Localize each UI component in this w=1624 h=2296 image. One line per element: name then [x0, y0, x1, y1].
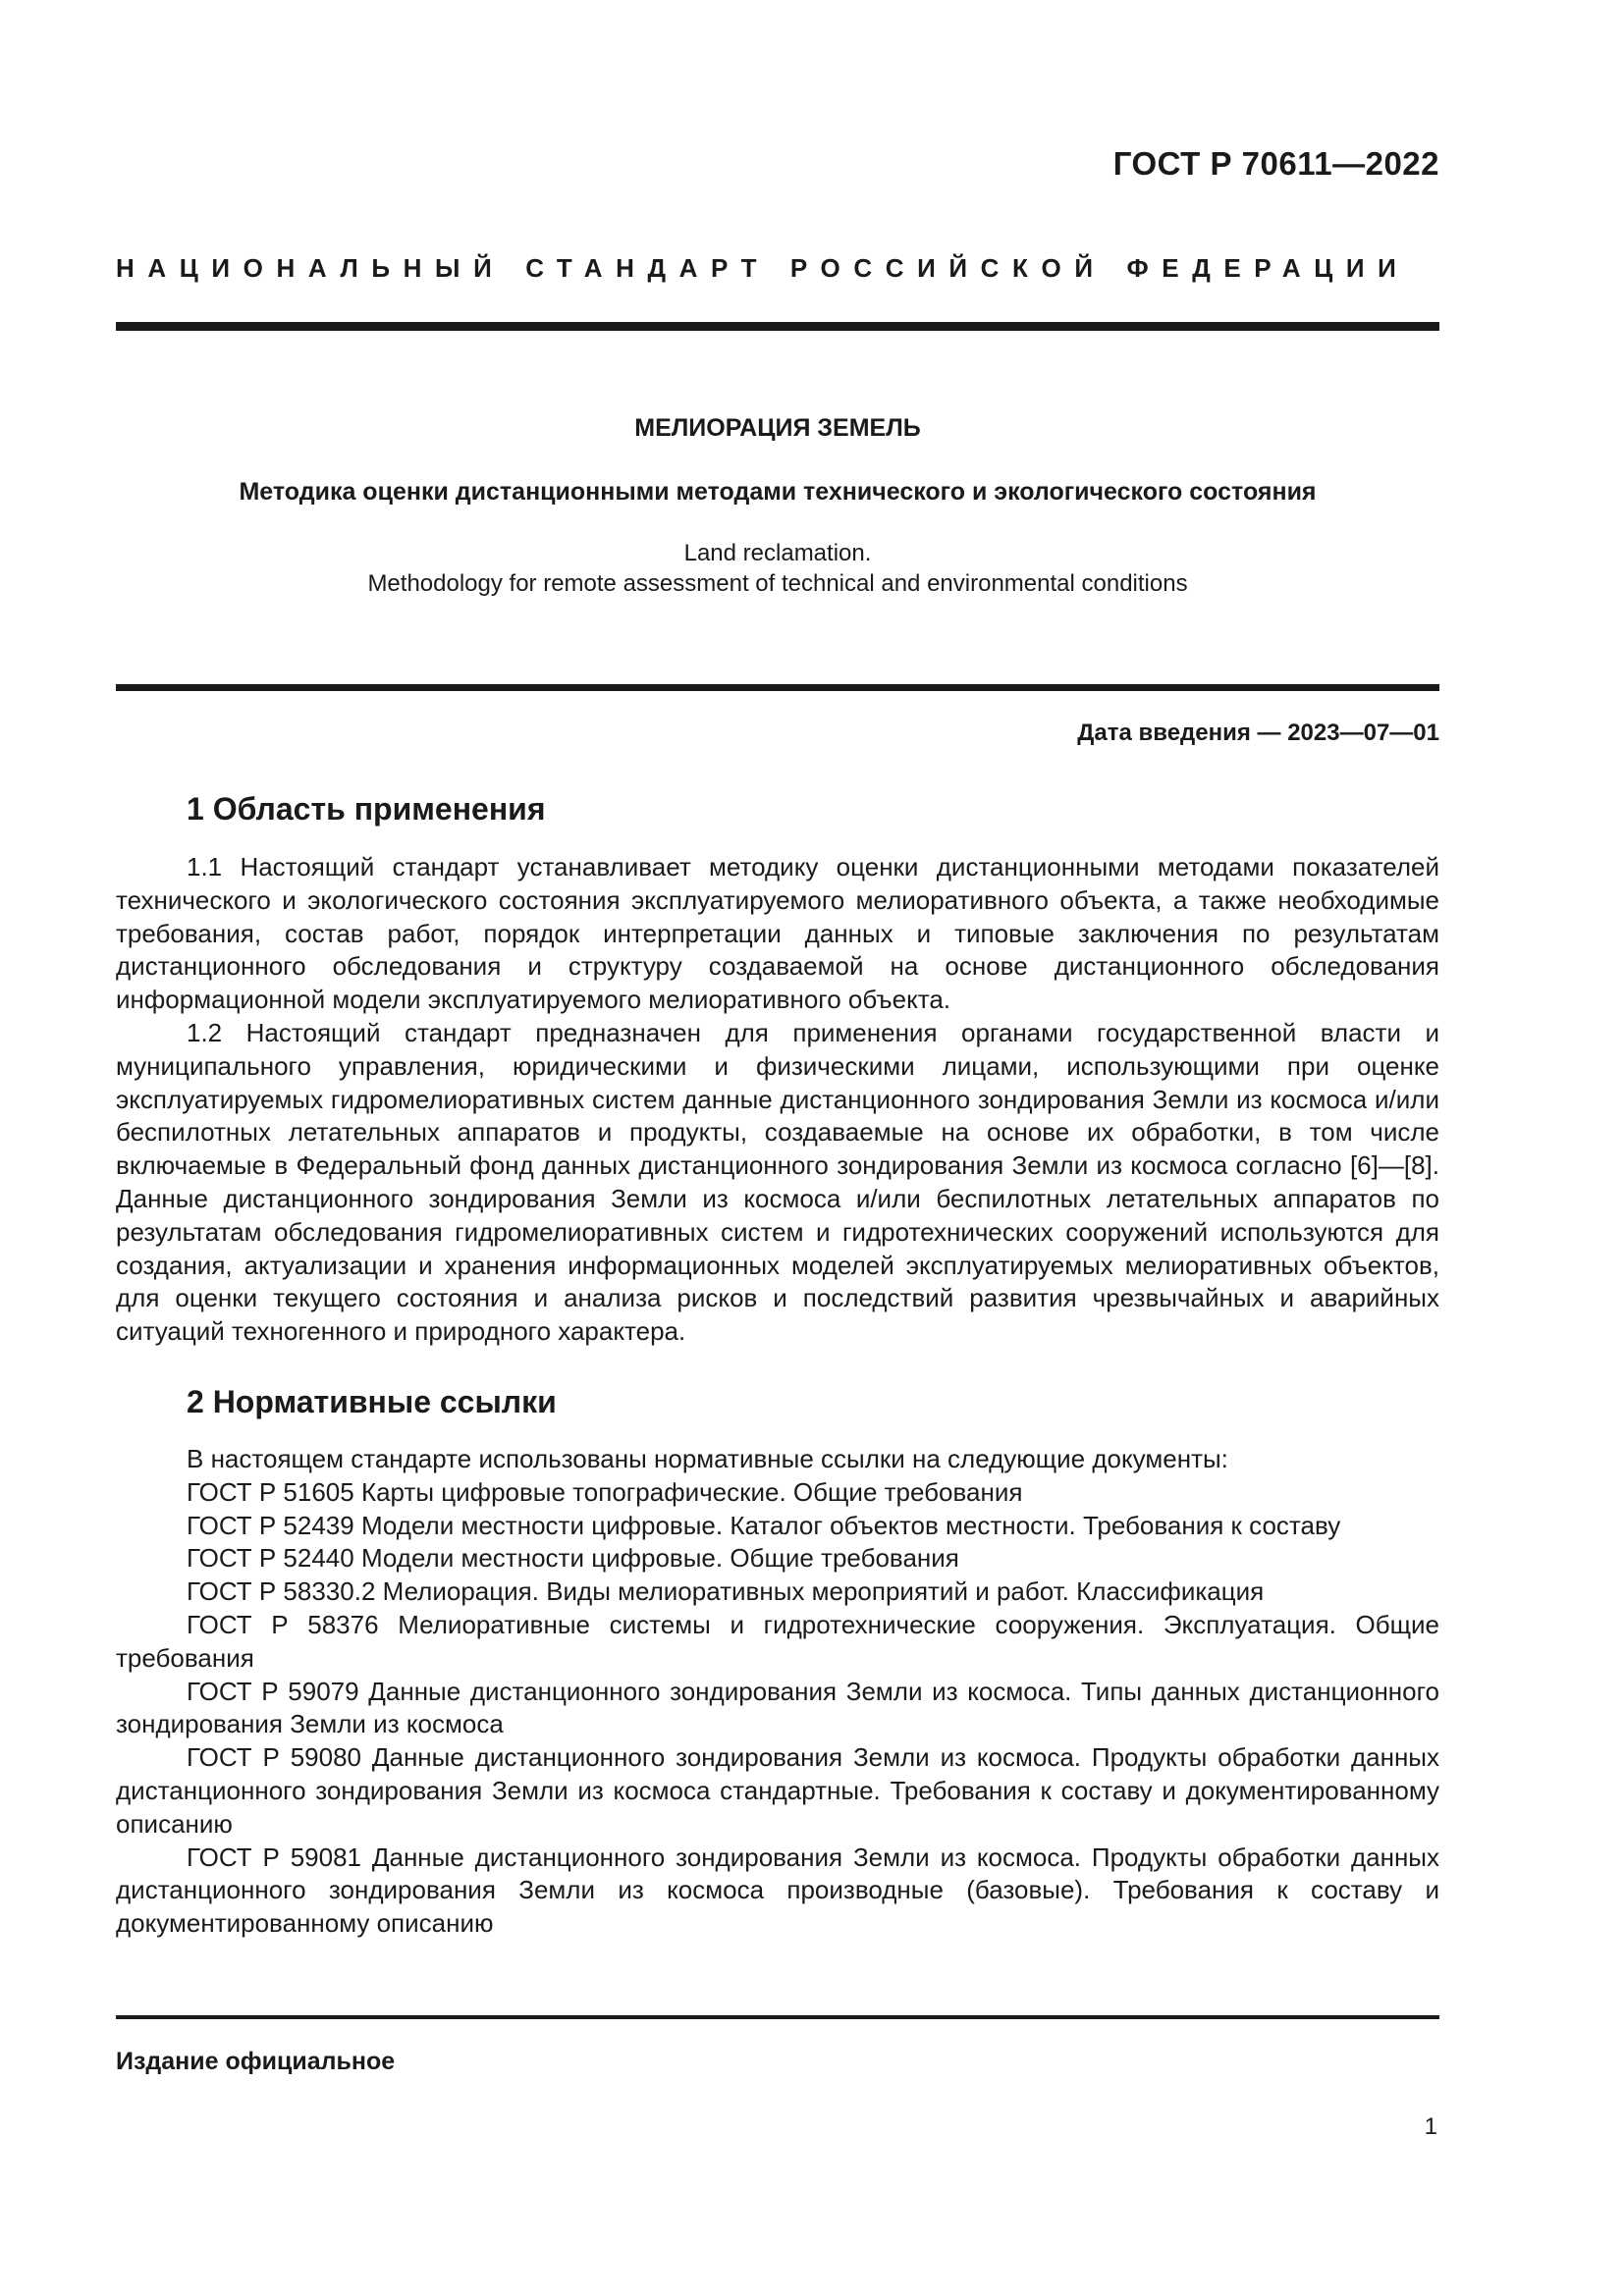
document-subtitle: Методика оценки дистанционными методами технического и экологического состояния — [239, 478, 1317, 506]
english-title-line-2: Methodology for remote assessment of technical and environmental conditions — [367, 570, 1188, 597]
reference-item: ГОСТ Р 52440 Модели местности цифровые. Общие требования — [187, 1543, 959, 1574]
reference-item: ГОСТ Р 52439 Модели местности цифровые. Каталог объектов местности. Требования к составу — [187, 1510, 1341, 1540]
english-title — [116, 538, 1439, 599]
section-1-body — [116, 851, 1439, 1349]
official-edition-label: Издание официальное — [116, 2048, 396, 2075]
document-page — [116, 0, 1439, 2296]
reference-item: ГОСТ Р 59079 Данные дистанционного зондирования Земли из космоса. Типы данных дистанционного зондирования Земли из космоса — [116, 1676, 1439, 1739]
top-divider — [116, 322, 1439, 331]
english-title-line-1: Land reclamation. — [683, 540, 872, 566]
standard-code: ГОСТ Р 70611—2022 — [1112, 145, 1439, 182]
reference-item: ГОСТ Р 59081 Данные дистанционного зондирования Земли из космоса. Продукты обработки данных дистанционного зондирования Земли из космоса производные (базовые). Требования к составу и документированному описанию — [116, 1842, 1439, 1939]
section-2-heading: 2 Нормативные ссылки — [187, 1384, 557, 1419]
paragraph-1-2: 1.2 Настоящий стандарт предназначен для применения органами государственной власти и муниципального управления, юридическими и физическими лицами, использующими при оценке эксплуатируемых гидромелиоративных систем данные дистанционного зондирования Земли из космоса и/или беспилотных летательных аппаратов и продукты, создаваемые на основе их обработки, в том числе включаемые в Федеральный фонд данных дистанционного зондирования Земли из космоса согласно [6]—[8]. Данные дистанционного зондирования Земли из космоса и/или беспилотных летательных аппаратов по результатам обследования гидромелиоративных систем и гидротехнических сооружений используются для создания, актуализации и хранения информационных моделей эксплуатируемых мелиоративных объектов, для оценки текущего состояния и анализа рисков и последствий развития чрезвычайных и аварийных ситуаций техногенного и природного характера. — [116, 1017, 1439, 1347]
section-1-heading: 1 Область применения — [187, 791, 546, 827]
paragraph-1-1: 1.1 Настоящий стандарт устанавливает методику оценки дистанционными методами показателей технического и экологического состояния эксплуатируемого мелиоративного объекта, а также необходимые требования, состав работ, порядок интерпретации данных и типовые заключения по результатам дистанционного обследования и структуру создаваемой на основе дистанционного обследования информационной модели эксплуатируемого мелиоративного объекта. — [116, 852, 1439, 1015]
title-divider — [116, 684, 1439, 691]
national-standard-banner: НАЦИОНАЛЬНЫЙ СТАНДАРТ РОССИЙСКОЙ ФЕДЕРАЦИИ — [116, 253, 1410, 283]
reference-item: ГОСТ Р 59080 Данные дистанционного зондирования Земли из космоса. Продукты обработки данных дистанционного зондирования Земли из космоса стандартные. Требования к составу и документированному описанию — [116, 1742, 1439, 1839]
introduction-date: Дата введения — 2023—07—01 — [1077, 720, 1439, 746]
reference-item: ГОСТ Р 58330.2 Мелиорация. Виды мелиоративных мероприятий и работ. Классификация — [187, 1576, 1265, 1607]
reference-item: ГОСТ Р 58376 Мелиоративные системы и гидротехнические сооружения. Эксплуатация. Общие требования — [116, 1609, 1439, 1673]
footer-divider — [116, 2015, 1439, 2019]
references-intro: В настоящем стандарте использованы нормативные ссылки на следующие документы: — [187, 1444, 1228, 1473]
section-2-body — [116, 1443, 1439, 1941]
document-title: МЕЛИОРАЦИЯ ЗЕМЕЛЬ — [634, 414, 921, 442]
reference-item: ГОСТ Р 51605 Карты цифровые топографические. Общие требования — [187, 1476, 1023, 1507]
page-number: 1 — [1424, 2113, 1437, 2140]
